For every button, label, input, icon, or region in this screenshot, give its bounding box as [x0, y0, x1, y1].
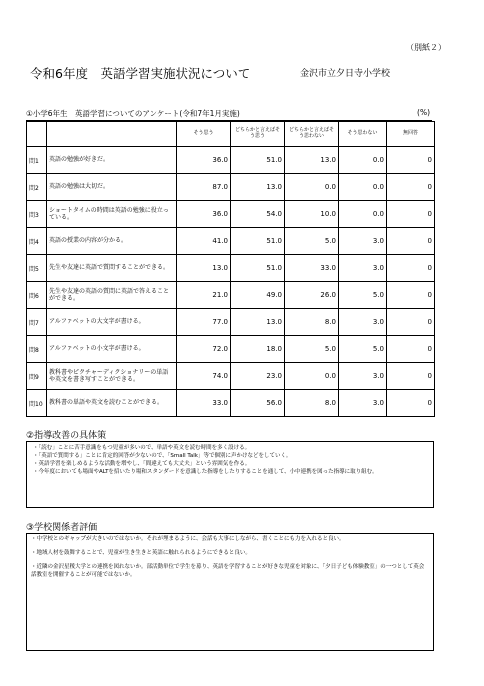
- percent-cell: 26.0: [285, 282, 339, 309]
- percent-cell: 0: [387, 336, 435, 363]
- percent-cell: 21.0: [177, 282, 231, 309]
- percent-cell: 3.0: [339, 363, 387, 390]
- column-header: そう思わない: [339, 122, 387, 147]
- evaluation-heading: ③学校関係者評価: [26, 523, 98, 533]
- percent-cell: 13.0: [285, 147, 339, 174]
- table-row: [27, 390, 435, 417]
- improvement-box: [26, 441, 434, 508]
- question-number: 問6: [27, 282, 47, 309]
- percent-cell: 3.0: [339, 255, 387, 282]
- percent-cell: 74.0: [177, 363, 231, 390]
- table-row: [27, 228, 435, 255]
- percent-cell: 77.0: [177, 309, 231, 336]
- table-row: [27, 255, 435, 282]
- percent-cell: 5.0: [285, 336, 339, 363]
- table-row: [27, 309, 435, 336]
- improvement-heading: ②指導改善の具体策: [26, 431, 107, 441]
- percent-cell: 0.0: [339, 201, 387, 228]
- question-text: 先生や友達の英語の質問に英語で答えることができる。: [47, 282, 177, 309]
- percent-cell: 5.0: [339, 336, 387, 363]
- percent-cell: 51.0: [231, 147, 285, 174]
- improvement-item: ・今年度においても場面やALTを招いたり場和スタンダードを意識した指導をしたりすることを通して、小中連携を図った指導に取り組む。: [33, 468, 378, 475]
- improvement-item: ・英語学習を楽しめるような活動を増やし、「間違えても大丈夫」という雰囲気を作る。: [33, 460, 251, 467]
- page-title: 令和6年度 英語学習実施状況について: [30, 66, 251, 81]
- percent-cell: 8.0: [285, 309, 339, 336]
- question-number: 問8: [27, 336, 47, 363]
- table-row: [27, 336, 435, 363]
- attachment-label: （別紙２）: [406, 43, 446, 52]
- evaluation-line: ・地域人材を鼓舞することで、児童が生き生きと英語に触れられるようにできると良い。: [31, 549, 251, 556]
- question-number: 問3: [27, 201, 47, 228]
- question-text: 英語の授業の内容が分かる。: [47, 228, 177, 255]
- evaluation-line: ・近隣の金沢星稜大学との連携を図れないか。部活動単位で学生を募り、英語を学習することが好きな児童を対象に、「夕日子ども体験教室」の一つとして英会話教室を開催することが可能ではないか。: [31, 563, 425, 578]
- question-text: 英語の勉強は大切だ。: [47, 174, 177, 201]
- question-text: 教科書やピクチャーディクショナリーの単語や英文を書き写すことができる。: [47, 363, 177, 390]
- header-blank: [47, 122, 177, 147]
- question-number: 問4: [27, 228, 47, 255]
- question-text: 教科書の単語や英文を読むことができる。: [47, 390, 177, 417]
- header-blank: [27, 122, 47, 147]
- school-name: 金沢市立夕日寺小学校: [300, 69, 391, 79]
- question-number: 問1: [27, 147, 47, 174]
- question-number: 問10: [27, 390, 47, 417]
- percent-cell: 3.0: [339, 390, 387, 417]
- percent-cell: 0: [387, 228, 435, 255]
- percent-cell: 13.0: [231, 174, 285, 201]
- survey-section-heading: [26, 108, 432, 121]
- percent-cell: 0.0: [285, 174, 339, 201]
- question-number: 問7: [27, 309, 47, 336]
- percent-cell: 0.0: [285, 363, 339, 390]
- evaluation-box: [26, 533, 434, 651]
- percent-cell: 51.0: [231, 228, 285, 255]
- percent-cell: 72.0: [177, 336, 231, 363]
- percent-cell: 8.0: [285, 390, 339, 417]
- question-number: 問9: [27, 363, 47, 390]
- percent-cell: 0: [387, 282, 435, 309]
- question-text: ショートタイムの時間は英語の勉強に役立っている。: [47, 201, 177, 228]
- percent-cell: 5.0: [285, 228, 339, 255]
- table-row: [27, 363, 435, 390]
- percent-unit: (%): [417, 108, 430, 117]
- percent-cell: 54.0: [231, 201, 285, 228]
- table-row: [27, 282, 435, 309]
- percent-cell: 87.0: [177, 174, 231, 201]
- percent-cell: 3.0: [339, 228, 387, 255]
- question-text: 先生や友達に英語で質問することができる。: [47, 255, 177, 282]
- survey-table: [26, 121, 435, 417]
- question-text: アルファベットの小文字が書ける。: [47, 336, 177, 363]
- percent-cell: 18.0: [231, 336, 285, 363]
- percent-cell: 0: [387, 309, 435, 336]
- percent-cell: 36.0: [177, 147, 231, 174]
- percent-cell: 0: [387, 201, 435, 228]
- percent-cell: 36.0: [177, 201, 231, 228]
- improvement-item: ・「読む」ことに苦手意識をもつ児童が多いので、単語や英文を読む時間を多く設ける。: [33, 445, 251, 451]
- percent-cell: 51.0: [231, 255, 285, 282]
- percent-cell: 0: [387, 390, 435, 417]
- question-number: 問2: [27, 174, 47, 201]
- percent-cell: 3.0: [339, 309, 387, 336]
- table-row: [27, 174, 435, 201]
- percent-cell: 0: [387, 363, 435, 390]
- table-row: [27, 147, 435, 174]
- percent-cell: 0: [387, 174, 435, 201]
- improvement-item: ・「英語で質問する」ことに肯定的回答が少ないので、「Small Talk」等で個別に声かけなどをしていく。: [33, 452, 292, 459]
- percent-cell: 13.0: [231, 309, 285, 336]
- column-header: そう思う: [177, 122, 231, 147]
- table-row: [27, 201, 435, 228]
- percent-cell: 0.0: [339, 174, 387, 201]
- question-text: アルファベットの大文字が書ける。: [47, 309, 177, 336]
- percent-cell: 33.0: [285, 255, 339, 282]
- percent-cell: 0: [387, 147, 435, 174]
- question-number: 問5: [27, 255, 47, 282]
- column-header: どちらかと言えばそう思わない: [285, 122, 339, 147]
- percent-cell: 33.0: [177, 390, 231, 417]
- table-header-row: [27, 122, 435, 147]
- percent-cell: 10.0: [285, 201, 339, 228]
- percent-cell: 0: [387, 255, 435, 282]
- column-header: 無回答: [387, 122, 435, 147]
- question-text: 英語の勉強が好きだ。: [47, 147, 177, 174]
- percent-cell: 49.0: [231, 282, 285, 309]
- percent-cell: 56.0: [231, 390, 285, 417]
- survey-heading-text: ①小学6年生 英語学習についてのアンケート(令和7年1月実施): [26, 109, 240, 118]
- percent-cell: 0.0: [339, 147, 387, 174]
- column-header: どちらかと言えばそう思う: [231, 122, 285, 147]
- evaluation-line: ・中学校とのギャップが大きいのではないか。それが埋まるように、会話も大事にしながら、書くことにも力を入れると良い。: [31, 536, 345, 542]
- percent-cell: 23.0: [231, 363, 285, 390]
- percent-cell: 41.0: [177, 228, 231, 255]
- percent-cell: 13.0: [177, 255, 231, 282]
- percent-cell: 5.0: [339, 282, 387, 309]
